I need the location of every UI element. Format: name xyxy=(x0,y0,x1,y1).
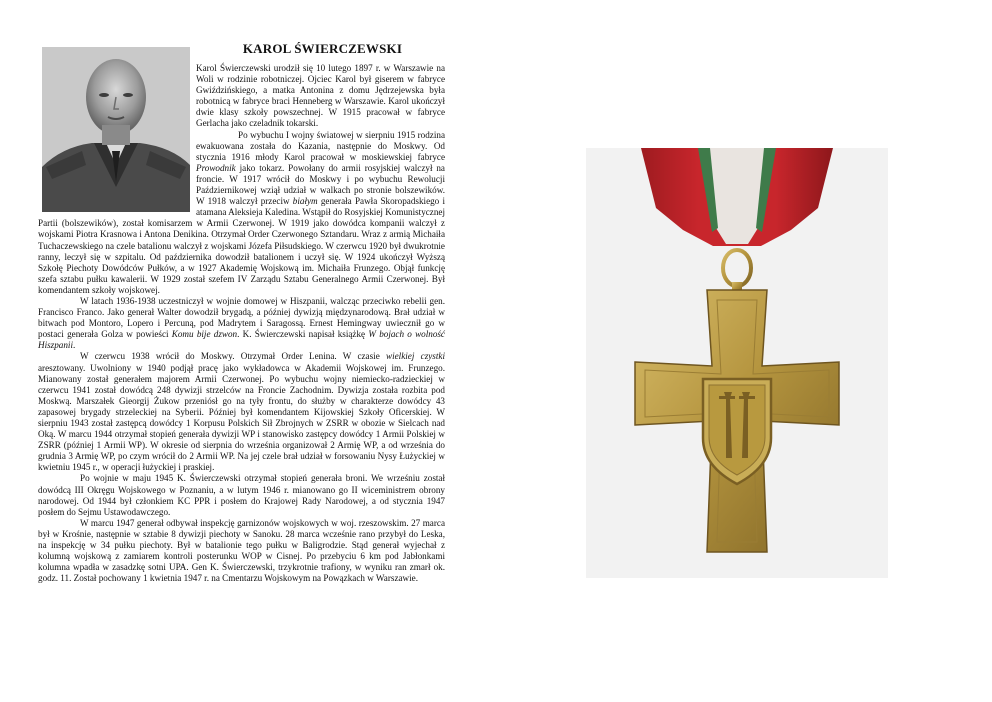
italic-komu-bije-dzwon: Komu bije dzwon xyxy=(171,329,238,340)
paragraph-2-text-b: jako tokarz. Powołany do armii rosyjskiej walczył na froncie. W 1917 wrócił do Moskwy i po wybuchu Rewolucji Październikowej wziął udział w walkach po stronie bolszewików. W 1918 walczył przeciw xyxy=(196,162,445,207)
paragraph-3-text-a: W latach 1936-1938 uczestniczył w wojnie domowej w Hiszpanii, walcząc przeciwko rebelii gen. Francisco Franco. Jako generał Walter dowodził brygadą, a później dywizją międzynarodową. Brał udział w bitwach pod Montoro, Lopero i Percuną, pod Madrytem i Saragossą. Ernest Hemingway uwiecznił go w postaci generała Golza w powieści xyxy=(38,295,445,340)
paragraph-2-text-c: generała Pawła Skoropadskiego i atamana Aleksieja Kaledina. Wstąpił do Rosyjskiej Komunistycznej Partii (bolszewików), został komisarzem w Armii Czerwonej. W 1919 jako dowódca kompanii walczył z wojskami Piotra Krasnowa i Antona Denikina. Otrzymał Order Czerwonego Sztandaru. Wraz z armią Michaiła Tuchaczewskiego na czele batalionu walczył z wojskami Józefa Piłsudskiego. W czerwcu 1920 był dwukrotnie ranny, leczył się w szpitalu. Od października dowodził batalionem i uczył się. W 1924 ukończył Wyższą Szkołę Piechoty Dowódców Pułków, a w 1927 Akademię Wojskową im. Michaiła Frunzego. Objął funkcję szefa sztabu pułku kawalerii. W 1929 został szefem IV Zarządu Sztabu Generalnego Armii Czerwonej. Był komendantem szkoły wojskowej. xyxy=(38,196,445,295)
italic-bialym: białym xyxy=(292,196,318,207)
paragraph-5 xyxy=(38,473,445,517)
paragraph-3-text-c: . xyxy=(73,340,76,351)
paragraph-6-text: W marcu 1947 generał odbywał inspekcję garnizonów wojskowych w woj. rzeszowskim. 27 marca był w Krośnie, następnie w sztabie 8 dywizji piechoty w Sanoku. 28 marca wcześnie rano przybył do Leska, na inspekcję w 34 pułku piechoty. Był w batalionie tego pułku w Baligrodzie. Stąd generał wyjechał z kolumną wojskową z zamiarem kontroli posterunku WOP w Cisnej. Po przebyciu 6 km pod Jabłonkami kolumna wpadła w zasadzkę sotni UPA. Gen K. Świerczewski, trzykrotnie trafiony, w wyniku ran zmarł ok. godz. 11. Został pochowany 1 kwietnia 1947 r. na Cmentarzu Wojskowym na Powązkach w Warszawie. xyxy=(38,517,445,584)
paragraph-3-text-b: . K. Świerczewski napisał książkę xyxy=(237,329,369,340)
grunwald-cross-medal-icon xyxy=(586,148,888,578)
italic-wielkiej-czystki: wielkiej czystki xyxy=(386,351,445,362)
italic-prowodnik: Prowodnik xyxy=(196,162,236,173)
italic-w-bojach: W bojach o wolność Hiszpanii xyxy=(38,329,445,351)
page-title: KAROL ŚWIERCZEWSKI xyxy=(242,41,403,56)
paragraph-1-text: Karol Świerczewski urodził się 10 lutego 1897 r. w Warszawie na Woli w rodzinie robotniczej. Ojciec Karol był giserem w fabryce Gwiździńskiego, a matka Antonina z domu Jędrzejewska była robotnicą w fabryce braci Henneberg w Warszawie. Karol ukończył dwie klasy szkoły powszechnej. W 1915 pracował w fabryce Gerlacha jako czeladnik tokarski. xyxy=(196,63,445,129)
paragraph-5-text: Po wojnie w maju 1945 K. Świerczewski otrzymał stopień generała broni. We wrześniu został dowódcą III Okręgu Wojskowego w Poznaniu, a w lutym 1946 r. mianowano go II wiceministrem obrony narodowej. Od 1944 był członkiem KC PPR i posłem do Krajowej Rady Narodowej, a od stycznia 1947 posłem do Sejmu Ustawodawczego. xyxy=(38,473,445,517)
paragraph-2-text-a: Po wybuchu I wojny światowej w sierpniu 1915 rodzina ewakuowana została do Kazania, następnie do Moskwy. Od stycznia 1916 młody Karol pracował w moskiewskiej fabryce xyxy=(196,129,445,162)
paragraph-4-text-a: W czerwcu 1938 wrócił do Moskwy. Otrzymał Order Lenina. W czasie xyxy=(80,351,387,362)
article-body xyxy=(38,63,445,584)
paragraph-6 xyxy=(38,518,445,585)
portrait-wrap-spacer xyxy=(38,63,196,216)
paragraph-4 xyxy=(38,351,445,473)
paragraph-4-text-b: aresztowany. Uwolniony w 1940 podjął pracę jako wykładowca w Akademii Wojskowej im. Frunzego. Mianowany został generałem majorem Armii Czerwonej. Po wybuchu wojny niemiecko-radzieckiej w czerwcu 1941 został dowódcą 248 dywizji strzelców na Froncie Zachodnim. Dywizja została rozbita pod Moskwą. Marszałek Gieorgij Żukow przeniósł go na tyły frontu, do służby w charakterze dowódcy 43 zapasowej brygady strzeleckiej na Syberii. Później był komendantem Kijowskiej Szkoły Oficerskiej. W sierpniu 1943 został zastępcą dowódcy 1 Korpusu Polskich Sił Zbrojnych w ZSRR w obozie w Sielcach nad Oką. W marcu 1944 otrzymał stopień generała dywizji WP i stanowisko zastępcy dowódcy 1 Armii Polskiej w ZSRR (później 1 Armii WP). W okresie od sierpnia do września organizował 2 Armię WP, a od września do grudnia 3 Armię WP, po czym wrócił do 2 Armii WP. Na jej czele brał udział w forsowaniu Nysy Łużyckiej w kwietniu 1945 r., w operacji łużyckiej i praskiej. xyxy=(38,362,445,473)
paragraph-3 xyxy=(38,296,445,351)
